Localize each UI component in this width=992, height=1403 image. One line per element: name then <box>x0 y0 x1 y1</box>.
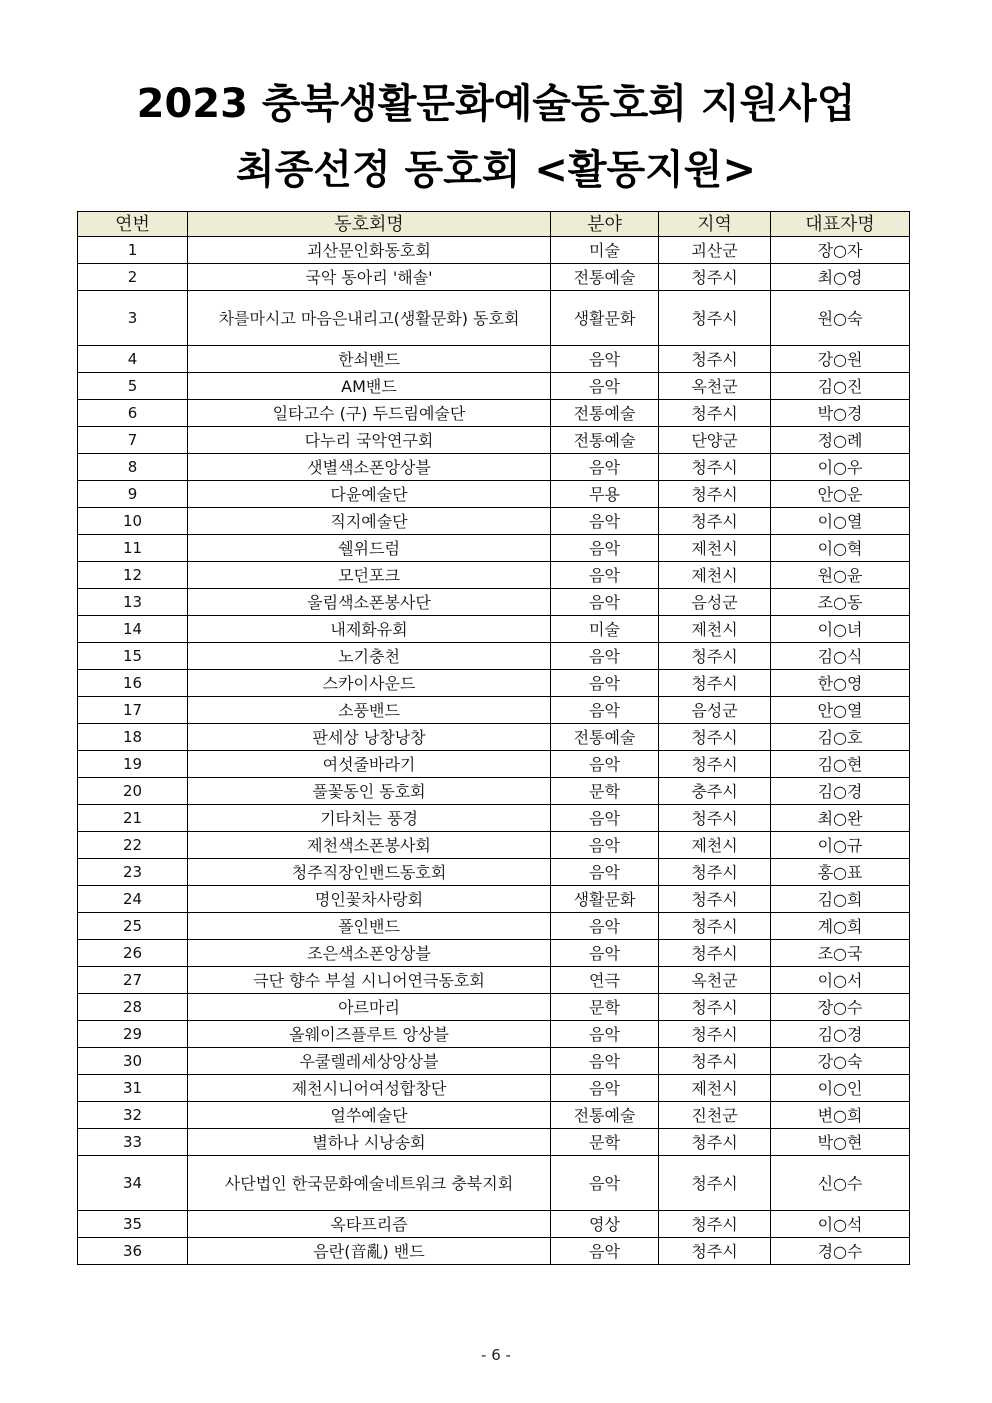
table-row <box>78 1075 910 1102</box>
cell-club-name: 샛별색소폰앙상블 <box>188 454 551 481</box>
cell-field: 음악 <box>551 1048 659 1075</box>
table-row <box>78 643 910 670</box>
table-row <box>78 1102 910 1129</box>
cell-field: 미술 <box>551 616 659 643</box>
cell-region: 청주시 <box>659 805 771 832</box>
table-row <box>78 778 910 805</box>
cell-number: 35 <box>78 1211 188 1238</box>
cell-number: 13 <box>78 589 188 616</box>
cell-club-name: AM밴드 <box>188 373 551 400</box>
cell-region: 청주시 <box>659 670 771 697</box>
cell-number: 34 <box>78 1156 188 1211</box>
cell-number: 23 <box>78 859 188 886</box>
cell-representative: 박○경 <box>771 400 910 427</box>
cell-club-name: 소풍밴드 <box>188 697 551 724</box>
cell-club-name: 직지예술단 <box>188 508 551 535</box>
cell-field: 무용 <box>551 481 659 508</box>
cell-field: 음악 <box>551 346 659 373</box>
cell-number: 26 <box>78 940 188 967</box>
cell-field: 생활문화 <box>551 291 659 346</box>
table-row <box>78 291 910 346</box>
cell-representative: 변○희 <box>771 1102 910 1129</box>
cell-region: 제천시 <box>659 1075 771 1102</box>
cell-club-name: 음란(音亂) 밴드 <box>188 1238 551 1265</box>
cell-representative: 김○경 <box>771 1021 910 1048</box>
cell-club-name: 청주직장인밴드동호회 <box>188 859 551 886</box>
cell-number: 30 <box>78 1048 188 1075</box>
cell-region: 청주시 <box>659 913 771 940</box>
table-row <box>78 616 910 643</box>
cell-representative: 강○숙 <box>771 1048 910 1075</box>
cell-club-name: 명인꽃차사랑회 <box>188 886 551 913</box>
cell-representative: 홍○표 <box>771 859 910 886</box>
cell-field: 문학 <box>551 1129 659 1156</box>
cell-region: 청주시 <box>659 508 771 535</box>
table-row <box>78 886 910 913</box>
cell-region: 청주시 <box>659 346 771 373</box>
cell-number: 19 <box>78 751 188 778</box>
header-number: 연번 <box>78 212 188 237</box>
cell-region: 음성군 <box>659 589 771 616</box>
cell-representative: 경○수 <box>771 1238 910 1265</box>
cell-number: 3 <box>78 291 188 346</box>
cell-club-name: 쉘위드럼 <box>188 535 551 562</box>
table-row <box>78 751 910 778</box>
cell-representative: 박○현 <box>771 1129 910 1156</box>
cell-field: 문학 <box>551 994 659 1021</box>
table-row <box>78 1021 910 1048</box>
cell-field: 음악 <box>551 697 659 724</box>
table-row <box>78 589 910 616</box>
cell-club-name: 다누리 국악연구회 <box>188 427 551 454</box>
table-row <box>78 400 910 427</box>
cell-club-name: 별하나 시낭송회 <box>188 1129 551 1156</box>
cell-field: 음악 <box>551 1238 659 1265</box>
table-row <box>78 346 910 373</box>
cell-club-name: 기타치는 풍경 <box>188 805 551 832</box>
cell-number: 9 <box>78 481 188 508</box>
cell-number: 11 <box>78 535 188 562</box>
cell-club-name: 괴산문인화동호회 <box>188 237 551 264</box>
cell-representative: 김○진 <box>771 373 910 400</box>
cell-field: 음악 <box>551 1156 659 1211</box>
cell-representative: 이○우 <box>771 454 910 481</box>
cell-field: 음악 <box>551 373 659 400</box>
cell-region: 청주시 <box>659 454 771 481</box>
cell-representative: 김○경 <box>771 778 910 805</box>
table-row <box>78 1211 910 1238</box>
cell-field: 음악 <box>551 1075 659 1102</box>
cell-field: 전통예술 <box>551 400 659 427</box>
cell-number: 18 <box>78 724 188 751</box>
cell-representative: 안○열 <box>771 697 910 724</box>
table-row <box>78 264 910 291</box>
cell-representative: 김○희 <box>771 886 910 913</box>
cell-field: 음악 <box>551 589 659 616</box>
cell-representative: 최○완 <box>771 805 910 832</box>
cell-number: 27 <box>78 967 188 994</box>
table-row <box>78 805 910 832</box>
cell-region: 단양군 <box>659 427 771 454</box>
cell-representative: 신○수 <box>771 1156 910 1211</box>
header-representative: 대표자명 <box>771 212 910 237</box>
cell-number: 10 <box>78 508 188 535</box>
cell-club-name: 다윤예술단 <box>188 481 551 508</box>
page-title-line-1: 2023 충북생활문화예술동호회 지원사업 <box>136 81 856 127</box>
cell-field: 음악 <box>551 1021 659 1048</box>
cell-number: 8 <box>78 454 188 481</box>
cell-region: 청주시 <box>659 751 771 778</box>
cell-number: 2 <box>78 264 188 291</box>
cell-club-name: 조은색소폰앙상블 <box>188 940 551 967</box>
cell-club-name: 제천시니어여성합창단 <box>188 1075 551 1102</box>
header-field: 분야 <box>551 212 659 237</box>
cell-club-name: 아르마리 <box>188 994 551 1021</box>
cell-region: 청주시 <box>659 264 771 291</box>
cell-field: 전통예술 <box>551 1102 659 1129</box>
cell-number: 14 <box>78 616 188 643</box>
cell-region: 제천시 <box>659 562 771 589</box>
table-row <box>78 913 910 940</box>
cell-representative: 강○원 <box>771 346 910 373</box>
cell-region: 진천군 <box>659 1102 771 1129</box>
cell-number: 22 <box>78 832 188 859</box>
table-row <box>78 697 910 724</box>
table-row <box>78 508 910 535</box>
cell-number: 28 <box>78 994 188 1021</box>
cell-club-name: 얼쑤예술단 <box>188 1102 551 1129</box>
cell-club-name: 극단 향수 부설 시니어연극동호회 <box>188 967 551 994</box>
cell-number: 29 <box>78 1021 188 1048</box>
cell-club-name: 내제화유회 <box>188 616 551 643</box>
cell-representative: 조○동 <box>771 589 910 616</box>
cell-club-name: 우쿨렐레세상앙상블 <box>188 1048 551 1075</box>
cell-region: 제천시 <box>659 535 771 562</box>
cell-club-name: 노기충천 <box>188 643 551 670</box>
cell-number: 31 <box>78 1075 188 1102</box>
table-row <box>78 832 910 859</box>
table-row <box>78 454 910 481</box>
cell-number: 4 <box>78 346 188 373</box>
cell-representative: 이○혁 <box>771 535 910 562</box>
page-title-line-2: 최종선정 동호회 <활동지원> <box>236 147 756 193</box>
cell-club-name: 스카이사운드 <box>188 670 551 697</box>
cell-region: 청주시 <box>659 724 771 751</box>
cell-region: 청주시 <box>659 1211 771 1238</box>
header-club-name: 동호회명 <box>188 212 551 237</box>
cell-region: 청주시 <box>659 1048 771 1075</box>
cell-field: 생활문화 <box>551 886 659 913</box>
cell-number: 24 <box>78 886 188 913</box>
table-header-row <box>78 212 910 237</box>
table-row <box>78 481 910 508</box>
header-region: 지역 <box>659 212 771 237</box>
cell-number: 17 <box>78 697 188 724</box>
cell-field: 음악 <box>551 535 659 562</box>
table-row <box>78 994 910 1021</box>
cell-representative: 한○영 <box>771 670 910 697</box>
table-row <box>78 1156 910 1211</box>
cell-club-name: 올웨이즈플루트 앙상블 <box>188 1021 551 1048</box>
cell-region: 옥천군 <box>659 967 771 994</box>
cell-field: 음악 <box>551 562 659 589</box>
cell-region: 청주시 <box>659 1156 771 1211</box>
cell-club-name: 일타고수 (구) 두드림예술단 <box>188 400 551 427</box>
table-row <box>78 427 910 454</box>
cell-field: 영상 <box>551 1211 659 1238</box>
cell-region: 청주시 <box>659 940 771 967</box>
cell-club-name: 풀꽃동인 동호회 <box>188 778 551 805</box>
table-row <box>78 562 910 589</box>
cell-representative: 최○영 <box>771 264 910 291</box>
cell-field: 음악 <box>551 643 659 670</box>
cell-number: 21 <box>78 805 188 832</box>
cell-number: 1 <box>78 237 188 264</box>
cell-club-name: 울림색소폰봉사단 <box>188 589 551 616</box>
cell-club-name: 여섯줄바라기 <box>188 751 551 778</box>
cell-representative: 안○운 <box>771 481 910 508</box>
cell-club-name: 사단법인 한국문화예술네트워크 충북지회 <box>188 1156 551 1211</box>
selected-clubs-table <box>77 211 910 1265</box>
table-row <box>78 1048 910 1075</box>
cell-representative: 원○숙 <box>771 291 910 346</box>
cell-club-name: 옥타프리즘 <box>188 1211 551 1238</box>
cell-region: 옥천군 <box>659 373 771 400</box>
table-row <box>78 373 910 400</box>
cell-representative: 이○규 <box>771 832 910 859</box>
cell-representative: 장○자 <box>771 237 910 264</box>
cell-representative: 이○석 <box>771 1211 910 1238</box>
table-row <box>78 1129 910 1156</box>
table-row <box>78 940 910 967</box>
cell-representative: 김○식 <box>771 643 910 670</box>
table-row <box>78 1238 910 1265</box>
cell-field: 전통예술 <box>551 724 659 751</box>
cell-field: 연극 <box>551 967 659 994</box>
cell-representative: 정○례 <box>771 427 910 454</box>
cell-club-name: 한쇠밴드 <box>188 346 551 373</box>
cell-representative: 원○윤 <box>771 562 910 589</box>
cell-number: 7 <box>78 427 188 454</box>
cell-field: 음악 <box>551 859 659 886</box>
cell-number: 5 <box>78 373 188 400</box>
cell-representative: 김○현 <box>771 751 910 778</box>
cell-region: 청주시 <box>659 994 771 1021</box>
cell-field: 음악 <box>551 670 659 697</box>
cell-region: 청주시 <box>659 481 771 508</box>
cell-field: 음악 <box>551 805 659 832</box>
cell-representative: 이○녀 <box>771 616 910 643</box>
cell-number: 36 <box>78 1238 188 1265</box>
cell-region: 음성군 <box>659 697 771 724</box>
cell-field: 음악 <box>551 751 659 778</box>
cell-club-name: 모던포크 <box>188 562 551 589</box>
cell-number: 6 <box>78 400 188 427</box>
cell-representative: 김○호 <box>771 724 910 751</box>
cell-region: 충주시 <box>659 778 771 805</box>
cell-number: 16 <box>78 670 188 697</box>
cell-region: 제천시 <box>659 616 771 643</box>
cell-number: 32 <box>78 1102 188 1129</box>
cell-number: 33 <box>78 1129 188 1156</box>
cell-field: 전통예술 <box>551 264 659 291</box>
table-row <box>78 535 910 562</box>
cell-field: 음악 <box>551 454 659 481</box>
cell-representative: 조○국 <box>771 940 910 967</box>
cell-region: 제천시 <box>659 832 771 859</box>
cell-representative: 장○수 <box>771 994 910 1021</box>
cell-club-name: 판세상 낭창낭창 <box>188 724 551 751</box>
cell-club-name: 제천색소폰봉사회 <box>188 832 551 859</box>
cell-field: 음악 <box>551 913 659 940</box>
cell-region: 청주시 <box>659 643 771 670</box>
cell-club-name: 국악 동아리 '해솔' <box>188 264 551 291</box>
cell-number: 25 <box>78 913 188 940</box>
cell-region: 청주시 <box>659 859 771 886</box>
cell-field: 전통예술 <box>551 427 659 454</box>
cell-region: 청주시 <box>659 1021 771 1048</box>
table-row <box>78 724 910 751</box>
cell-field: 음악 <box>551 832 659 859</box>
cell-region: 괴산군 <box>659 237 771 264</box>
cell-number: 20 <box>78 778 188 805</box>
cell-region: 청주시 <box>659 1129 771 1156</box>
cell-number: 12 <box>78 562 188 589</box>
cell-representative: 이○인 <box>771 1075 910 1102</box>
cell-club-name: 폴인밴드 <box>188 913 551 940</box>
page-number: - 6 - <box>481 1346 511 1364</box>
table-row <box>78 859 910 886</box>
cell-field: 문학 <box>551 778 659 805</box>
cell-region: 청주시 <box>659 291 771 346</box>
table-row <box>78 967 910 994</box>
cell-region: 청주시 <box>659 400 771 427</box>
table-row <box>78 237 910 264</box>
table-row <box>78 670 910 697</box>
cell-representative: 계○희 <box>771 913 910 940</box>
cell-region: 청주시 <box>659 1238 771 1265</box>
cell-field: 미술 <box>551 237 659 264</box>
cell-number: 15 <box>78 643 188 670</box>
cell-representative: 이○열 <box>771 508 910 535</box>
cell-field: 음악 <box>551 940 659 967</box>
cell-region: 청주시 <box>659 886 771 913</box>
cell-field: 음악 <box>551 508 659 535</box>
cell-representative: 이○서 <box>771 967 910 994</box>
cell-club-name: 차를마시고 마음은내리고(생활문화) 동호회 <box>188 291 551 346</box>
